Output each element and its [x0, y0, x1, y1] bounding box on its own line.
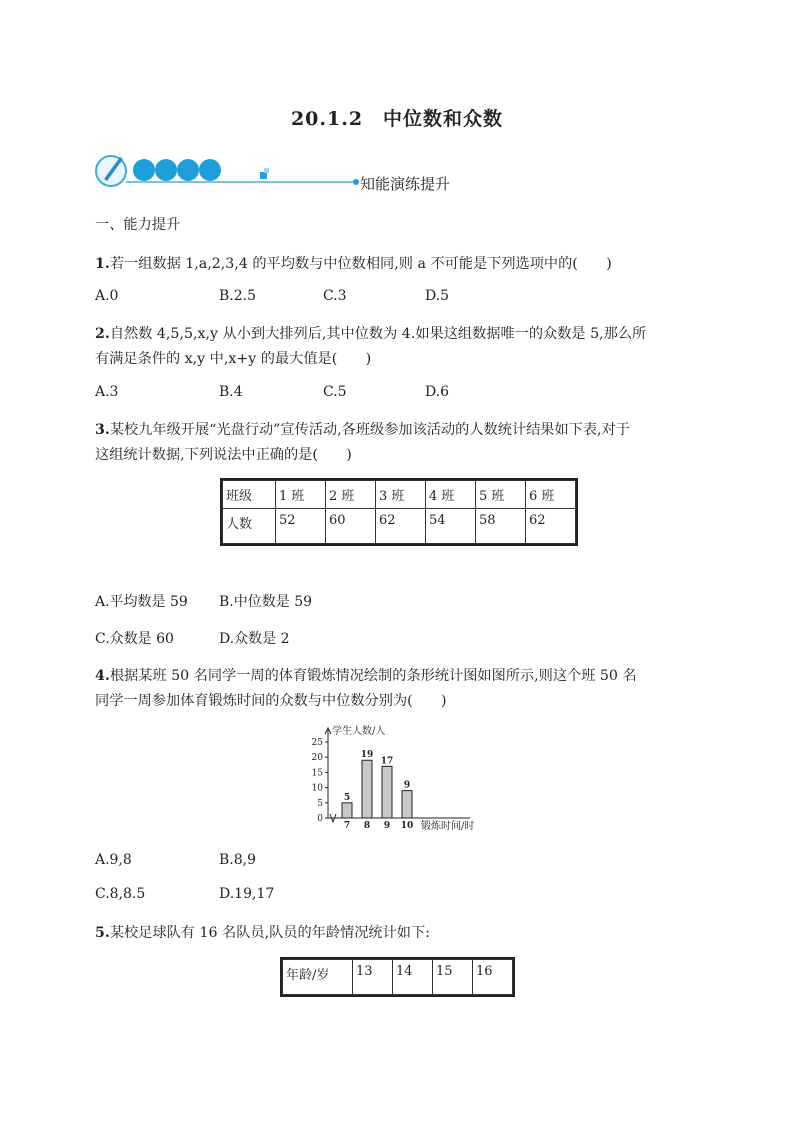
option-a[interactable]: A.0 — [95, 288, 119, 304]
data-label: 5 — [343, 792, 351, 803]
option-c[interactable]: C.5 — [323, 384, 347, 400]
question-5 — [95, 922, 430, 942]
table-row — [283, 960, 513, 995]
y-tick-label: 0 — [317, 814, 323, 824]
x-tick-label: 10 — [400, 821, 414, 831]
bar — [382, 766, 392, 818]
data-label: 9 — [403, 780, 411, 791]
option-d[interactable]: D.19,17 — [219, 886, 275, 902]
q1-options — [95, 288, 695, 308]
table-cell: 班级 — [223, 481, 276, 509]
dot-icon — [177, 159, 199, 181]
table-cell: 62 — [526, 509, 576, 544]
option-a[interactable]: A.3 — [95, 384, 119, 400]
x-tick-label: 9 — [383, 821, 391, 831]
option-c[interactable]: C.3 — [323, 288, 347, 304]
option-c[interactable]: C.8,8.5 — [95, 886, 146, 902]
q4-options-row1 — [95, 852, 695, 872]
option-b[interactable]: B.4 — [219, 384, 243, 400]
dot-icon — [199, 159, 221, 181]
table-cell: 年龄/岁 — [283, 960, 353, 995]
page-title: 20.1.2 中位数和众数 — [290, 108, 504, 130]
question-4-line2: 同学一周参加体育锻炼时间的众数与中位数分别为( ) — [95, 693, 447, 709]
age-table — [280, 957, 515, 997]
question-number: 4. — [95, 668, 110, 684]
option-a[interactable]: A.9,8 — [95, 852, 132, 868]
y-tick-label: 15 — [311, 768, 323, 779]
option-c[interactable]: C.众数是 60 — [95, 631, 174, 647]
question-2 — [95, 323, 646, 343]
question-text: 自然数 4,5,5,x,y 从小到大排列后,其中位数为 4.如果这组数据唯一的众数是 5,那么所 — [109, 326, 647, 342]
table-row — [223, 509, 576, 544]
question-number: 5. — [95, 925, 110, 941]
bar-chart — [300, 724, 490, 842]
table-row — [223, 481, 576, 509]
table-cell: 16 — [473, 960, 513, 995]
y-tick-label: 20 — [311, 753, 323, 764]
question-text: 某校九年级开展“光盘行动”宣传活动,各班级参加该活动的人数统计结果如下表,对于 — [109, 422, 630, 438]
table-cell: 62 — [376, 509, 426, 544]
q2-options — [95, 384, 695, 404]
dot-icon — [353, 179, 359, 185]
class-count-table — [220, 478, 578, 546]
q3-options-row2 — [95, 628, 695, 648]
table-cell: 5 班 — [476, 481, 526, 509]
question-4 — [95, 665, 637, 685]
question-3-line2: 这组统计数据,下列说法中正确的是( ) — [95, 447, 352, 463]
q4-options-row2 — [95, 886, 695, 906]
question-number: 3. — [95, 422, 110, 438]
bar — [402, 791, 412, 818]
question-text: 根据某班 50 名同学一周的体育锻炼情况绘制的条形统计图如图所示,则这个班 50 名 — [109, 668, 637, 684]
data-label: 19 — [360, 750, 374, 761]
bar — [342, 803, 352, 818]
bar — [362, 760, 372, 818]
table-cell: 60 — [326, 509, 376, 544]
table-cell: 6 班 — [526, 481, 576, 509]
bar-chart-svg — [300, 724, 490, 842]
table-cell: 14 — [393, 960, 433, 995]
square-icon — [260, 172, 267, 179]
dot-icon — [155, 159, 177, 181]
question-number: 1. — [95, 256, 110, 272]
y-tick-label: 10 — [311, 783, 323, 794]
q3-options-row1 — [95, 591, 695, 611]
banner-caption: 知能演练提升 — [360, 175, 451, 193]
option-b[interactable]: B.2.5 — [219, 288, 257, 304]
option-a[interactable]: A.平均数是 59 — [95, 594, 188, 610]
question-1 — [95, 253, 612, 273]
section-banner — [94, 147, 474, 193]
dot-icon — [133, 159, 155, 181]
section-heading: 一、能力提升 — [95, 217, 181, 233]
table-cell: 人数 — [223, 509, 276, 544]
y-tick-label: 5 — [317, 798, 323, 809]
table-cell: 2 班 — [326, 481, 376, 509]
table-cell: 4 班 — [426, 481, 476, 509]
table-cell: 15 — [433, 960, 473, 995]
option-d[interactable]: D.众数是 2 — [219, 631, 290, 647]
question-text: 若一组数据 1,a,2,3,4 的平均数与中位数相同,则 a 不可能是下列选项中的( ) — [109, 256, 612, 272]
table-cell: 52 — [276, 509, 326, 544]
question-number: 2. — [95, 326, 110, 342]
table-cell: 58 — [476, 509, 526, 544]
question-3 — [95, 419, 630, 439]
x-axis-label: 锻炼时间/时 — [421, 821, 475, 832]
table-cell: 1 班 — [276, 481, 326, 509]
data-label: 17 — [380, 756, 394, 767]
table-cell: 54 — [426, 509, 476, 544]
y-axis-label: 学生人数/人 — [332, 726, 386, 737]
table-cell: 3 班 — [376, 481, 426, 509]
x-tick-label: 8 — [363, 821, 371, 831]
option-d[interactable]: D.5 — [425, 288, 450, 304]
option-b[interactable]: B.8,9 — [219, 852, 257, 868]
option-b[interactable]: B.中位数是 59 — [219, 594, 313, 610]
question-text: 某校足球队有 16 名队员,队员的年龄情况统计如下: — [109, 925, 430, 941]
square-icon — [264, 168, 269, 173]
y-tick-label: 25 — [311, 738, 323, 748]
table-cell: 13 — [353, 960, 393, 995]
question-2-line2: 有满足条件的 x,y 中,x+y 的最大值是( ) — [95, 351, 372, 367]
x-tick-label: 7 — [343, 821, 351, 831]
option-d[interactable]: D.6 — [425, 384, 450, 400]
